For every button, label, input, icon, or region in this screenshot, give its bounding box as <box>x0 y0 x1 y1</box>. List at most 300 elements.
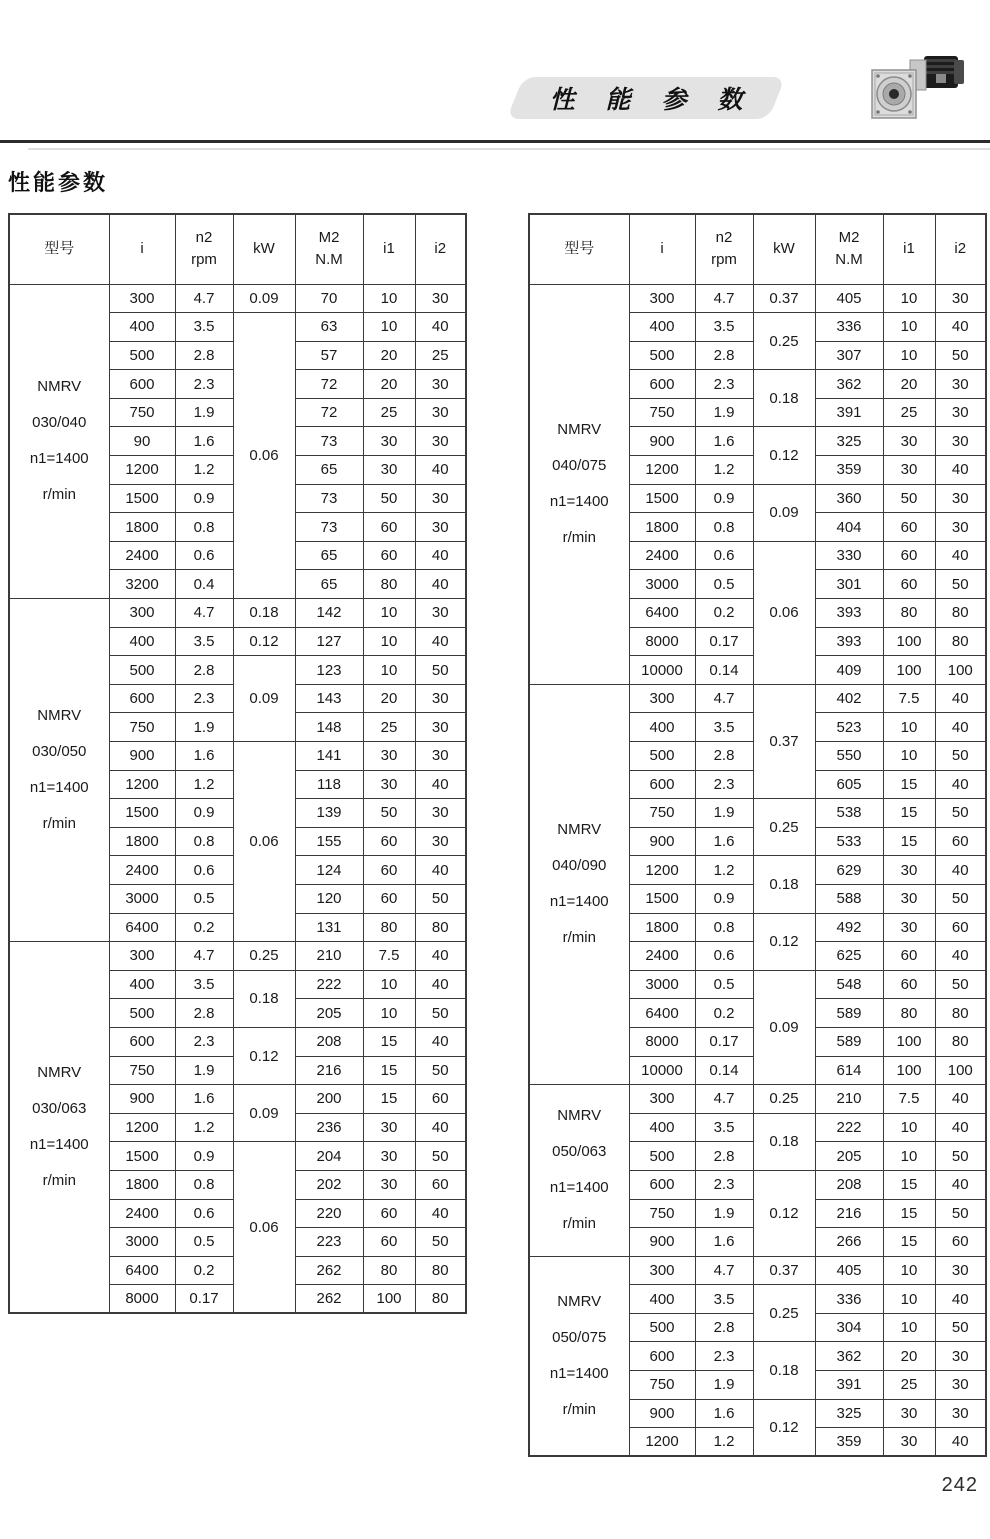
cell-m2-nm: 404 <box>815 513 883 542</box>
cell-m2-nm: 222 <box>815 1113 883 1142</box>
cell-i: 750 <box>629 1371 695 1400</box>
cell-i: 1500 <box>629 884 695 913</box>
cell-n2-rpm: 1.2 <box>695 456 753 485</box>
cell-i2: 80 <box>935 599 986 628</box>
cell-m2-nm: 359 <box>815 1428 883 1457</box>
cell-i1: 20 <box>363 684 415 713</box>
cell-i: 1200 <box>109 770 175 799</box>
cell-i1: 10 <box>883 313 935 342</box>
cell-i1: 15 <box>883 1199 935 1228</box>
cell-m2-nm: 131 <box>295 913 363 942</box>
cell-m2-nm: 538 <box>815 799 883 828</box>
cell-n2-rpm: 2.3 <box>695 370 753 399</box>
cell-i2: 40 <box>935 456 986 485</box>
cell-i1: 10 <box>883 742 935 771</box>
cell-kw: 0.12 <box>753 427 815 484</box>
spec-row <box>529 684 986 713</box>
col-header-i2: i2 <box>415 214 466 284</box>
cell-n2-rpm: 0.17 <box>695 1027 753 1056</box>
cell-m2-nm: 304 <box>815 1313 883 1342</box>
cell-i2: 30 <box>415 513 466 542</box>
cell-n2-rpm: 2.3 <box>175 684 233 713</box>
cell-i2: 40 <box>935 541 986 570</box>
cell-n2-rpm: 0.9 <box>175 799 233 828</box>
model-line: n1=1400 <box>549 493 609 511</box>
model-line: n1=1400 <box>549 1179 609 1197</box>
model-cell <box>9 284 109 599</box>
cell-kw: 0.25 <box>753 1285 815 1342</box>
cell-i2: 40 <box>415 1027 466 1056</box>
cell-m2-nm: 208 <box>295 1027 363 1056</box>
cell-i1: 10 <box>883 1256 935 1285</box>
cell-i: 1200 <box>109 456 175 485</box>
cell-m2-nm: 360 <box>815 484 883 513</box>
model-line: NMRV <box>557 821 602 839</box>
model-line: r/min <box>562 529 596 547</box>
cell-n2-rpm: 0.9 <box>695 484 753 513</box>
model-line: 030/063 <box>32 1100 87 1118</box>
cell-i: 300 <box>629 1256 695 1285</box>
cell-i: 750 <box>109 1056 175 1085</box>
cell-i: 2400 <box>109 541 175 570</box>
cell-kw: 0.06 <box>233 313 295 599</box>
cell-i2: 40 <box>935 1428 986 1457</box>
cell-m2-nm: 330 <box>815 541 883 570</box>
cell-i: 600 <box>629 370 695 399</box>
cell-kw: 0.18 <box>753 370 815 427</box>
cell-i2: 60 <box>935 913 986 942</box>
cell-i: 3200 <box>109 570 175 599</box>
cell-n2-rpm: 1.6 <box>695 1399 753 1428</box>
cell-i2: 40 <box>935 1085 986 1114</box>
col-header-kw: kW <box>233 214 295 284</box>
cell-i2: 30 <box>415 827 466 856</box>
cell-i: 600 <box>629 1342 695 1371</box>
cell-i2: 40 <box>935 684 986 713</box>
cell-n2-rpm: 4.7 <box>695 284 753 313</box>
cell-i2: 50 <box>935 799 986 828</box>
cell-i1: 30 <box>883 1428 935 1457</box>
cell-i: 600 <box>109 370 175 399</box>
cell-i2: 40 <box>415 970 466 999</box>
cell-m2-nm: 70 <box>295 284 363 313</box>
cell-i: 900 <box>629 1399 695 1428</box>
cell-i2: 30 <box>415 398 466 427</box>
cell-m2-nm: 65 <box>295 456 363 485</box>
cell-i2: 60 <box>935 1228 986 1257</box>
cell-i2: 80 <box>415 1285 466 1314</box>
cell-i2: 40 <box>415 313 466 342</box>
spec-row <box>9 599 466 628</box>
cell-i2: 40 <box>415 770 466 799</box>
cell-i: 1500 <box>629 484 695 513</box>
cell-i2: 50 <box>935 742 986 771</box>
cell-i1: 100 <box>883 1056 935 1085</box>
cell-i1: 60 <box>363 541 415 570</box>
cell-i1: 20 <box>363 341 415 370</box>
cell-i1: 10 <box>363 599 415 628</box>
cell-i: 500 <box>629 742 695 771</box>
cell-kw: 0.06 <box>753 541 815 684</box>
cell-n2-rpm: 1.9 <box>695 1199 753 1228</box>
cell-i: 10000 <box>629 1056 695 1085</box>
cell-i2: 40 <box>415 1113 466 1142</box>
cell-n2-rpm: 0.6 <box>695 942 753 971</box>
cell-i1: 60 <box>363 1228 415 1257</box>
cell-n2-rpm: 3.5 <box>695 313 753 342</box>
cell-i: 1500 <box>109 484 175 513</box>
cell-n2-rpm: 0.17 <box>695 627 753 656</box>
cell-kw: 0.09 <box>753 970 815 1084</box>
cell-m2-nm: 155 <box>295 827 363 856</box>
cell-i2: 30 <box>935 427 986 456</box>
banner-title: 性 能 参 数 <box>549 86 755 114</box>
cell-m2-nm: 393 <box>815 627 883 656</box>
cell-m2-nm: 139 <box>295 799 363 828</box>
cell-i2: 100 <box>935 656 986 685</box>
model-line: r/min <box>562 929 596 947</box>
cell-n2-rpm: 4.7 <box>175 599 233 628</box>
cell-n2-rpm: 3.5 <box>175 970 233 999</box>
cell-i: 3000 <box>109 1228 175 1257</box>
cell-i2: 30 <box>935 398 986 427</box>
cell-i1: 60 <box>363 1199 415 1228</box>
cell-m2-nm: 266 <box>815 1228 883 1257</box>
cell-i: 300 <box>629 1085 695 1114</box>
cell-i2: 40 <box>415 856 466 885</box>
cell-i: 750 <box>629 799 695 828</box>
model-cell <box>529 684 629 1084</box>
cell-n2-rpm: 1.9 <box>175 713 233 742</box>
cell-i1: 30 <box>883 1399 935 1428</box>
cell-m2-nm: 141 <box>295 742 363 771</box>
cell-n2-rpm: 0.9 <box>695 884 753 913</box>
cell-i: 1500 <box>109 799 175 828</box>
cell-m2-nm: 210 <box>815 1085 883 1114</box>
cell-i1: 50 <box>883 484 935 513</box>
cell-i2: 40 <box>415 570 466 599</box>
model-line: 040/090 <box>552 857 607 875</box>
cell-i2: 80 <box>415 1256 466 1285</box>
cell-i1: 10 <box>363 627 415 656</box>
page-title: 性能参数 <box>8 170 109 195</box>
col-header-i: i <box>109 214 175 284</box>
cell-i1: 100 <box>883 1027 935 1056</box>
cell-i2: 30 <box>935 1342 986 1371</box>
cell-kw: 0.18 <box>753 856 815 913</box>
cell-i2: 30 <box>415 370 466 399</box>
cell-kw: 0.25 <box>753 1085 815 1114</box>
cell-i2: 30 <box>935 1256 986 1285</box>
cell-i1: 15 <box>363 1085 415 1114</box>
cell-m2-nm: 120 <box>295 884 363 913</box>
model-cell <box>9 942 109 1314</box>
cell-n2-rpm: 2.3 <box>695 1170 753 1199</box>
cell-kw: 0.18 <box>233 599 295 628</box>
cell-i1: 10 <box>883 1313 935 1342</box>
cell-i: 1200 <box>629 456 695 485</box>
cell-i1: 15 <box>883 770 935 799</box>
cell-i1: 10 <box>363 999 415 1028</box>
cell-m2-nm: 262 <box>295 1256 363 1285</box>
cell-i: 6400 <box>109 1256 175 1285</box>
cell-m2-nm: 523 <box>815 713 883 742</box>
cell-i: 8000 <box>109 1285 175 1314</box>
cell-i1: 60 <box>883 541 935 570</box>
model-line: n1=1400 <box>549 1365 609 1383</box>
cell-i2: 30 <box>415 713 466 742</box>
cell-m2-nm: 402 <box>815 684 883 713</box>
cell-m2-nm: 362 <box>815 370 883 399</box>
cell-m2-nm: 262 <box>295 1285 363 1314</box>
cell-i2: 60 <box>415 1085 466 1114</box>
col-header-i2: i2 <box>935 214 986 284</box>
right-table-container <box>528 213 987 1457</box>
cell-i1: 80 <box>363 913 415 942</box>
cell-i2: 40 <box>935 313 986 342</box>
cell-n2-rpm: 1.6 <box>695 827 753 856</box>
spec-row <box>529 284 986 313</box>
cell-m2-nm: 550 <box>815 742 883 771</box>
page-number: 242 <box>941 1474 978 1496</box>
cell-n2-rpm: 0.5 <box>175 1228 233 1257</box>
cell-i1: 15 <box>883 827 935 856</box>
cell-i1: 30 <box>363 427 415 456</box>
cell-kw: 0.37 <box>753 684 815 798</box>
cell-m2-nm: 222 <box>295 970 363 999</box>
cell-m2-nm: 589 <box>815 999 883 1028</box>
cell-i2: 40 <box>935 1285 986 1314</box>
cell-i: 1800 <box>629 513 695 542</box>
cell-i: 90 <box>109 427 175 456</box>
cell-n2-rpm: 1.2 <box>695 856 753 885</box>
cell-i: 500 <box>629 1313 695 1342</box>
cell-i: 750 <box>109 398 175 427</box>
cell-i: 400 <box>109 313 175 342</box>
cell-i1: 20 <box>363 370 415 399</box>
cell-i2: 50 <box>415 1142 466 1171</box>
cell-n2-rpm: 2.3 <box>695 770 753 799</box>
cell-i: 900 <box>629 827 695 856</box>
cell-m2-nm: 220 <box>295 1199 363 1228</box>
cell-n2-rpm: 0.8 <box>175 513 233 542</box>
cell-i: 1800 <box>109 513 175 542</box>
cell-i1: 20 <box>883 370 935 399</box>
model-cell <box>529 1256 629 1456</box>
cell-i: 1200 <box>109 1113 175 1142</box>
cell-m2-nm: 143 <box>295 684 363 713</box>
cell-kw: 0.25 <box>233 942 295 971</box>
col-header-model: 型号 <box>9 214 109 284</box>
header-row <box>9 214 466 284</box>
cell-kw: 0.37 <box>753 284 815 313</box>
cell-i2: 30 <box>415 684 466 713</box>
cell-i1: 25 <box>363 398 415 427</box>
cell-n2-rpm: 2.8 <box>695 341 753 370</box>
cell-i2: 60 <box>935 827 986 856</box>
cell-kw: 0.09 <box>233 1085 295 1142</box>
spec-row <box>529 1256 986 1285</box>
cell-i2: 50 <box>935 341 986 370</box>
cell-m2-nm: 548 <box>815 970 883 999</box>
cell-i2: 30 <box>935 513 986 542</box>
cell-m2-nm: 200 <box>295 1085 363 1114</box>
cell-n2-rpm: 0.2 <box>175 1256 233 1285</box>
cell-i: 900 <box>629 1228 695 1257</box>
cell-n2-rpm: 4.7 <box>695 684 753 713</box>
cell-i2: 30 <box>935 1399 986 1428</box>
model-line: 030/050 <box>32 743 87 761</box>
cell-m2-nm: 148 <box>295 713 363 742</box>
cell-i2: 60 <box>415 1170 466 1199</box>
cell-i1: 30 <box>363 1170 415 1199</box>
cell-m2-nm: 236 <box>295 1113 363 1142</box>
cell-m2-nm: 336 <box>815 1285 883 1314</box>
cell-i1: 15 <box>883 799 935 828</box>
cell-n2-rpm: 1.2 <box>695 1428 753 1457</box>
cell-m2-nm: 614 <box>815 1056 883 1085</box>
cell-i: 1200 <box>629 856 695 885</box>
cell-n2-rpm: 1.6 <box>175 742 233 771</box>
cell-i: 8000 <box>629 627 695 656</box>
cell-m2-nm: 210 <box>295 942 363 971</box>
col-header-n2: n2 rpm <box>695 214 753 284</box>
cell-m2-nm: 205 <box>295 999 363 1028</box>
cell-i2: 40 <box>935 1113 986 1142</box>
cell-kw: 0.12 <box>233 1027 295 1084</box>
cell-n2-rpm: 0.9 <box>175 1142 233 1171</box>
cell-i: 900 <box>109 1085 175 1114</box>
cell-i: 500 <box>109 999 175 1028</box>
cell-m2-nm: 65 <box>295 570 363 599</box>
col-header-kw: kW <box>753 214 815 284</box>
cell-n2-rpm: 1.6 <box>695 1228 753 1257</box>
cell-i1: 60 <box>363 513 415 542</box>
cell-i: 300 <box>629 684 695 713</box>
cell-i1: 60 <box>363 884 415 913</box>
cell-i1: 80 <box>883 999 935 1028</box>
cell-kw: 0.06 <box>233 742 295 942</box>
cell-i: 300 <box>109 942 175 971</box>
cell-m2-nm: 202 <box>295 1170 363 1199</box>
cell-m2-nm: 362 <box>815 1342 883 1371</box>
cell-n2-rpm: 2.8 <box>175 341 233 370</box>
cell-n2-rpm: 0.17 <box>175 1285 233 1314</box>
model-line: 040/075 <box>552 457 607 475</box>
cell-i: 900 <box>109 742 175 771</box>
cell-m2-nm: 325 <box>815 427 883 456</box>
cell-i: 1200 <box>629 1428 695 1457</box>
col-header-m2: M2 N.M <box>295 214 363 284</box>
cell-i2: 50 <box>415 1056 466 1085</box>
cell-n2-rpm: 1.9 <box>175 1056 233 1085</box>
cell-i1: 60 <box>883 970 935 999</box>
col-header-i1: i1 <box>883 214 935 284</box>
cell-i: 400 <box>109 970 175 999</box>
cell-n2-rpm: 4.7 <box>695 1085 753 1114</box>
cell-i1: 30 <box>363 742 415 771</box>
cell-i1: 7.5 <box>363 942 415 971</box>
cell-i: 1800 <box>629 913 695 942</box>
model-line: 050/063 <box>552 1143 607 1161</box>
cell-i2: 50 <box>935 1142 986 1171</box>
cell-m2-nm: 492 <box>815 913 883 942</box>
spec-row <box>529 1085 986 1114</box>
cell-i2: 40 <box>935 713 986 742</box>
cell-i2: 40 <box>415 541 466 570</box>
cell-m2-nm: 73 <box>295 427 363 456</box>
cell-i: 2400 <box>629 541 695 570</box>
model-line: r/min <box>562 1215 596 1233</box>
cell-n2-rpm: 2.8 <box>695 1142 753 1171</box>
cell-m2-nm: 142 <box>295 599 363 628</box>
cell-i2: 40 <box>935 942 986 971</box>
cell-i1: 60 <box>883 942 935 971</box>
cell-m2-nm: 65 <box>295 541 363 570</box>
model-line: NMRV <box>557 1293 602 1311</box>
cell-m2-nm: 204 <box>295 1142 363 1171</box>
model-line: NMRV <box>557 421 602 439</box>
cell-m2-nm: 216 <box>815 1199 883 1228</box>
cell-kw: 0.18 <box>753 1342 815 1399</box>
cell-m2-nm: 208 <box>815 1170 883 1199</box>
cell-i1: 10 <box>363 284 415 313</box>
cell-i2: 30 <box>415 799 466 828</box>
spec-row <box>9 942 466 971</box>
cell-i: 750 <box>109 713 175 742</box>
cell-n2-rpm: 0.14 <box>695 1056 753 1085</box>
cell-i1: 25 <box>883 398 935 427</box>
cell-i1: 100 <box>883 627 935 656</box>
cell-i: 3000 <box>629 970 695 999</box>
cell-m2-nm: 301 <box>815 570 883 599</box>
cell-n2-rpm: 1.2 <box>175 456 233 485</box>
cell-i2: 30 <box>935 370 986 399</box>
cell-n2-rpm: 1.9 <box>695 398 753 427</box>
cell-m2-nm: 63 <box>295 313 363 342</box>
cell-i: 2400 <box>109 1199 175 1228</box>
cell-i: 10000 <box>629 656 695 685</box>
cell-i1: 50 <box>363 484 415 513</box>
cell-m2-nm: 589 <box>815 1027 883 1056</box>
cell-kw: 0.12 <box>233 627 295 656</box>
cell-m2-nm: 123 <box>295 656 363 685</box>
cell-i1: 10 <box>883 1285 935 1314</box>
cell-n2-rpm: 1.9 <box>695 1371 753 1400</box>
cell-i2: 30 <box>415 742 466 771</box>
model-cell <box>529 1085 629 1257</box>
cell-i1: 30 <box>363 1113 415 1142</box>
cell-i1: 30 <box>363 456 415 485</box>
cell-i: 750 <box>629 398 695 427</box>
cell-kw: 0.18 <box>753 1113 815 1170</box>
cell-i: 6400 <box>629 999 695 1028</box>
cell-i: 400 <box>629 1113 695 1142</box>
cell-n2-rpm: 2.8 <box>175 999 233 1028</box>
cell-m2-nm: 629 <box>815 856 883 885</box>
model-line: 050/075 <box>552 1329 607 1347</box>
cell-n2-rpm: 4.7 <box>695 1256 753 1285</box>
cell-n2-rpm: 0.8 <box>695 513 753 542</box>
cell-i1: 10 <box>883 341 935 370</box>
section-banner <box>507 77 786 119</box>
cell-i: 500 <box>109 341 175 370</box>
cell-i1: 10 <box>883 713 935 742</box>
cell-i2: 40 <box>415 456 466 485</box>
cell-n2-rpm: 3.5 <box>695 713 753 742</box>
cell-i: 500 <box>629 1142 695 1171</box>
col-header-n2: n2 rpm <box>175 214 233 284</box>
